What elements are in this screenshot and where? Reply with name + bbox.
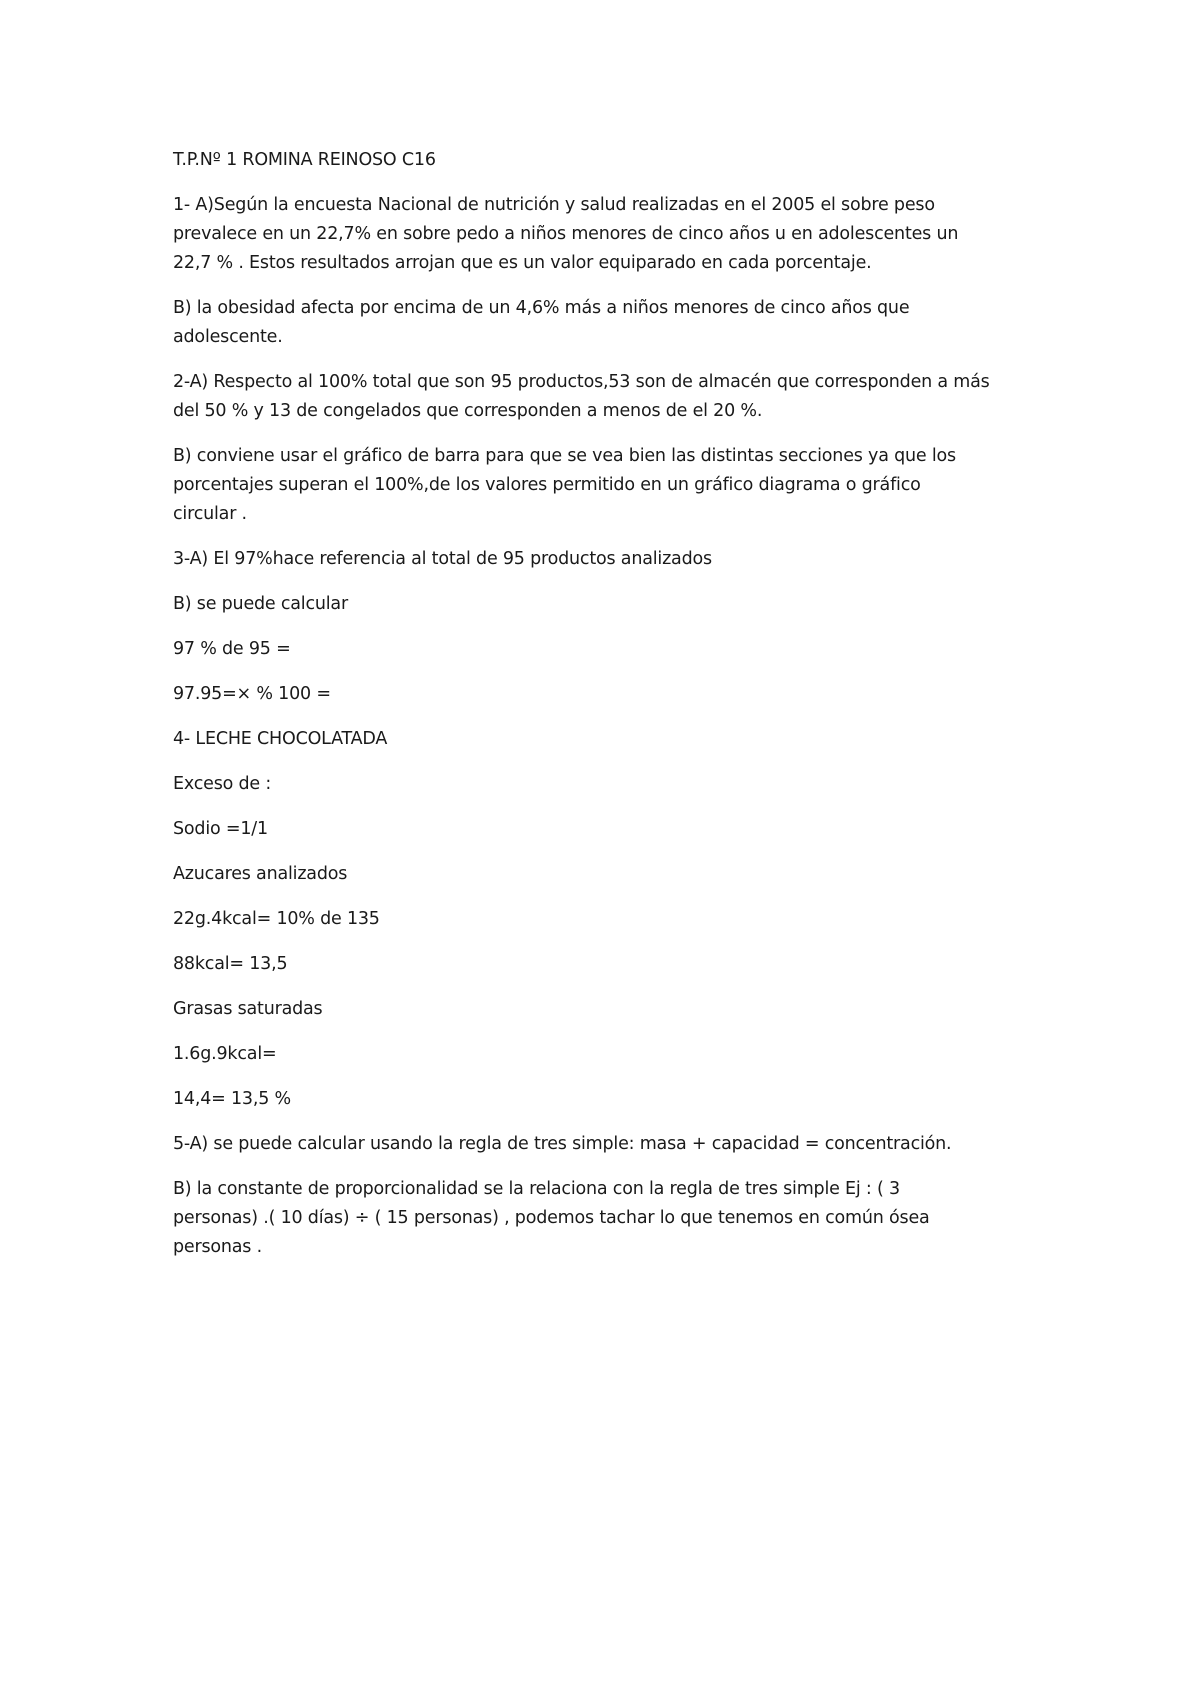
paragraph xyxy=(173,770,1053,799)
document-title xyxy=(173,146,1053,175)
paragraph-line: 1.6g.9kcal= xyxy=(173,1044,277,1064)
paragraph xyxy=(173,635,1053,664)
paragraph-line: 2-A) Respecto al 100% total que son 95 productos,53 son de almacén que corresponden a más xyxy=(173,372,990,392)
paragraph-line: 97.95=× % 100 = xyxy=(173,684,331,704)
paragraph-line: prevalece en un 22,7% en sobre pedo a niños menores de cinco años u en adolescentes un xyxy=(173,224,959,244)
title-text: T.P.Nº 1 ROMINA REINOSO C16 xyxy=(173,150,436,170)
paragraph xyxy=(173,1040,1053,1069)
paragraph-line: personas) .( 10 días) ÷ ( 15 personas) , podemos tachar lo que tenemos en común ósea xyxy=(173,1208,930,1228)
paragraph xyxy=(173,590,1053,619)
paragraph-line: adolescente. xyxy=(173,327,283,347)
paragraph-line: circular . xyxy=(173,504,247,524)
paragraph xyxy=(173,815,1053,844)
paragraph xyxy=(173,1130,1053,1159)
paragraph-list xyxy=(173,191,1053,1262)
paragraph-line: 22g.4kcal= 10% de 135 xyxy=(173,909,380,929)
paragraph xyxy=(173,1085,1053,1114)
paragraph-line: personas . xyxy=(173,1237,262,1257)
paragraph xyxy=(173,191,1053,278)
paragraph-line: 97 % de 95 = xyxy=(173,639,291,659)
paragraph-line: B) se puede calcular xyxy=(173,594,348,614)
document-body xyxy=(173,146,1053,1278)
paragraph-line: del 50 % y 13 de congelados que corresponden a menos de el 20 %. xyxy=(173,401,763,421)
paragraph xyxy=(173,680,1053,709)
paragraph-line: 22,7 % . Estos resultados arrojan que es un valor equiparado en cada porcentaje. xyxy=(173,253,872,273)
paragraph xyxy=(173,995,1053,1024)
paragraph xyxy=(173,294,1053,352)
paragraph-line: 14,4= 13,5 % xyxy=(173,1089,291,1109)
paragraph xyxy=(173,1175,1053,1262)
paragraph-line: B) la obesidad afecta por encima de un 4,6% más a niños menores de cinco años que xyxy=(173,298,910,318)
paragraph xyxy=(173,545,1053,574)
paragraph xyxy=(173,905,1053,934)
paragraph-line: 5-A) se puede calcular usando la regla de tres simple: masa + capacidad = concentración. xyxy=(173,1134,952,1154)
paragraph-line: Grasas saturadas xyxy=(173,999,323,1019)
paragraph-line: porcentajes superan el 100%,de los valores permitido en un gráfico diagrama o gráfico xyxy=(173,475,921,495)
paragraph-line: 4- LECHE CHOCOLATADA xyxy=(173,729,388,749)
paragraph xyxy=(173,950,1053,979)
paragraph-line: B) la constante de proporcionalidad se la relaciona con la regla de tres simple Ej : ( 3 xyxy=(173,1179,900,1199)
paragraph-line: Azucares analizados xyxy=(173,864,348,884)
paragraph-line: Exceso de : xyxy=(173,774,272,794)
paragraph xyxy=(173,860,1053,889)
paragraph-line: 3-A) El 97%hace referencia al total de 95 productos analizados xyxy=(173,549,712,569)
paragraph xyxy=(173,442,1053,529)
paragraph-line: 88kcal= 13,5 xyxy=(173,954,288,974)
paragraph xyxy=(173,725,1053,754)
paragraph xyxy=(173,368,1053,426)
paragraph-line: Sodio =1/1 xyxy=(173,819,268,839)
paragraph-line: B) conviene usar el gráfico de barra para que se vea bien las distintas secciones ya que los xyxy=(173,446,956,466)
paragraph-line: 1- A)Según la encuesta Nacional de nutrición y salud realizadas en el 2005 el sobre peso xyxy=(173,195,935,215)
